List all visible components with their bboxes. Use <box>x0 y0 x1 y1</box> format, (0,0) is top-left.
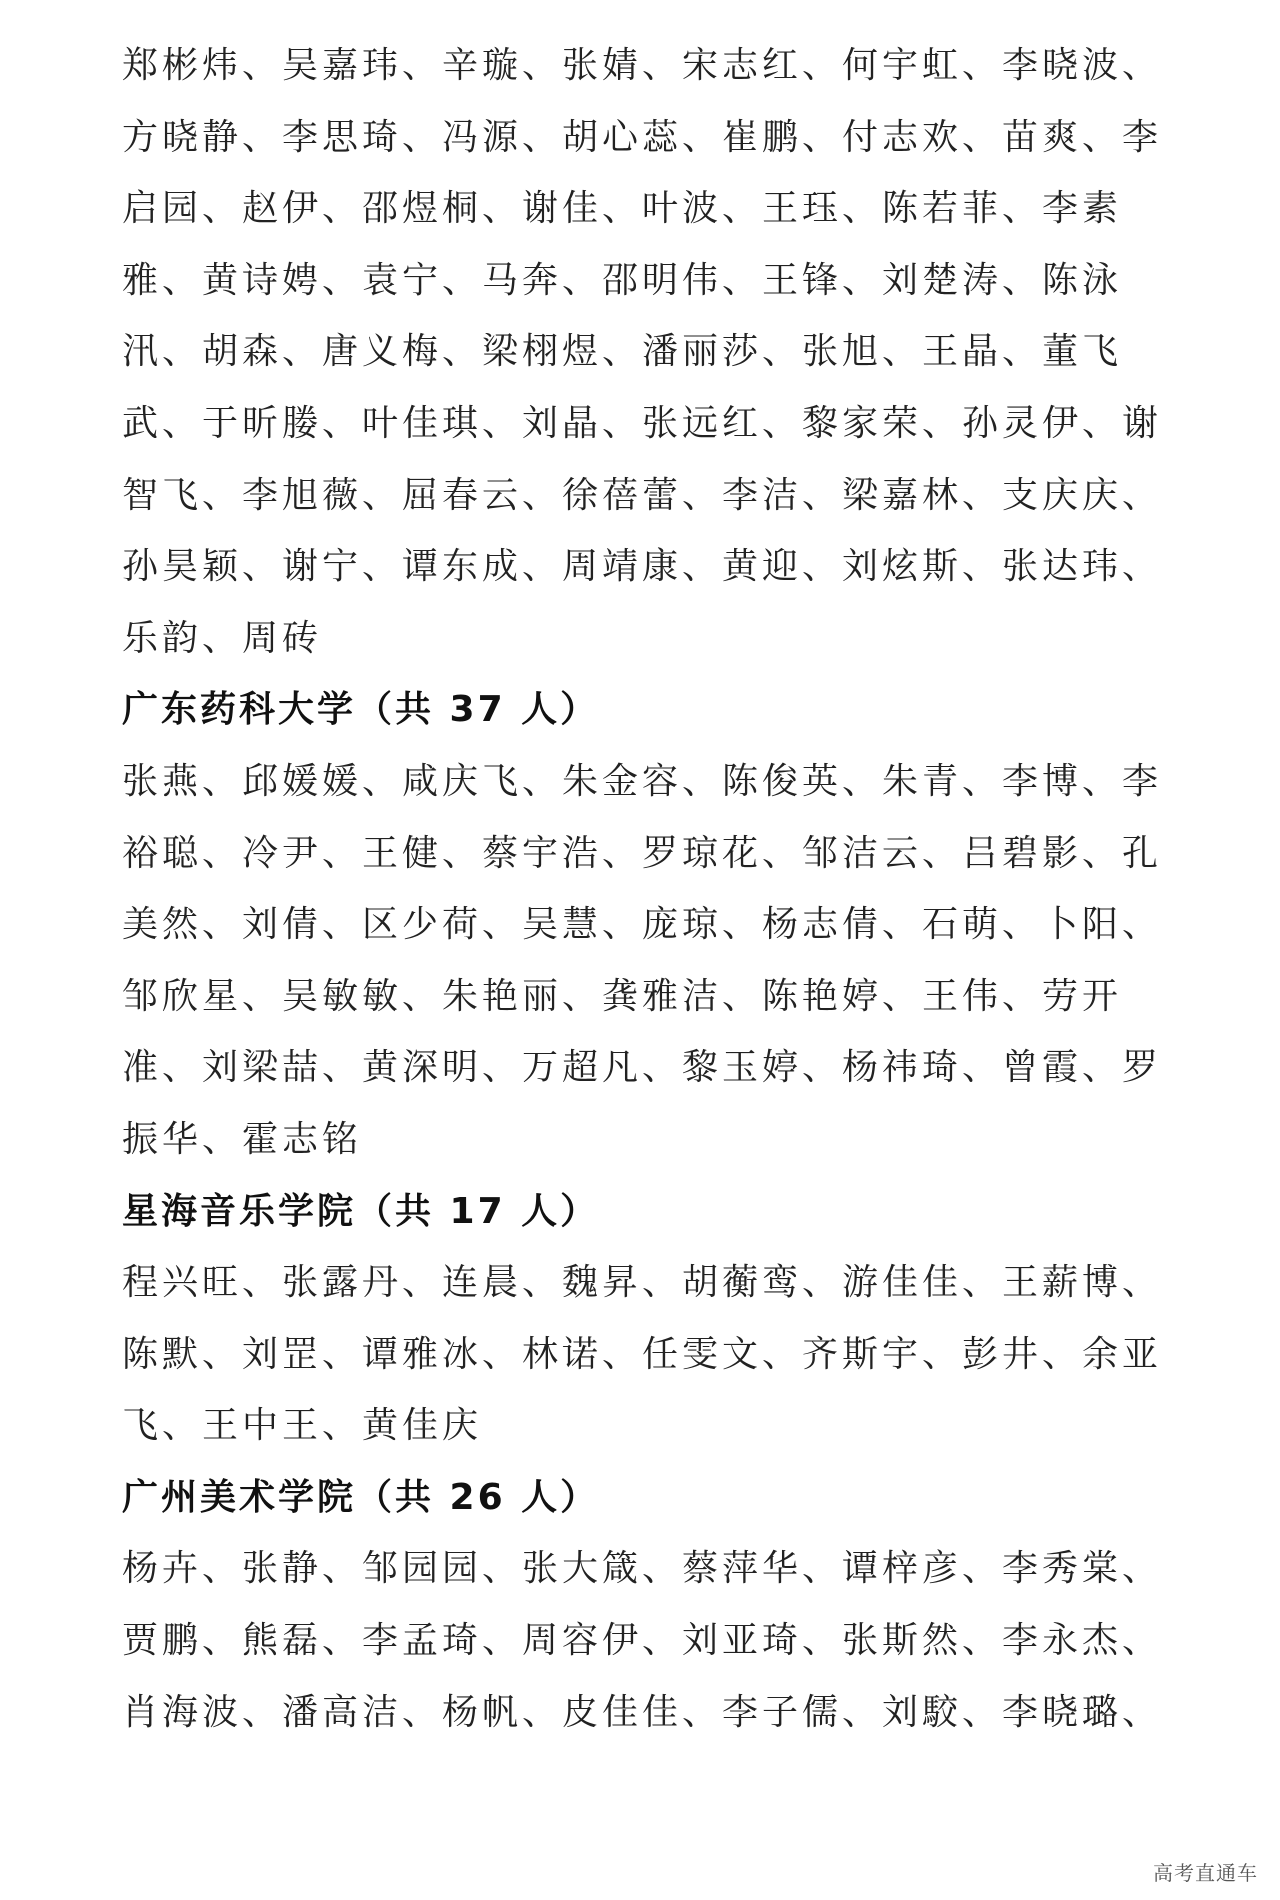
name-list-xinghai-conservatory: 程兴旺、张露丹、连晨、魏昇、胡蘅鸾、游佳佳、王薪博、陈默、刘罡、谭雅冰、林诺、任雯文、齐斯宇、彭井、余亚飞、王中王、黄佳庆 <box>122 1262 1163 1447</box>
document-page <box>122 30 1180 1748</box>
section-heading-guangzhou-academy-of-fine-arts: 广州美术学院（共 26 人） <box>122 1476 600 1518</box>
name-list-continued: 郑彬炜、吴嘉玮、辛璇、张婧、宋志红、何宇虹、李晓波、方晓静、李思琦、冯源、胡心蕊、崔鹏、付志欢、苗爽、李启园、赵伊、邵煜桐、谢佳、叶波、王珏、陈若菲、李素雅、黄诗娉、袁宁、马奔、邵明伟、王锋、刘楚涛、陈泳汛、胡森、唐义梅、梁栩煜、潘丽莎、张旭、王晶、董飞武、于昕媵、叶佳琪、刘晶、张远红、黎家荣、孙灵伊、谢智飞、李旭薇、屈春云、徐蓓蕾、李洁、梁嘉林、支庆庆、孙昊颖、谢宁、谭东成、周靖康、黄迎、刘炫斯、张达玮、乐韵、周砖 <box>122 45 1163 659</box>
section-heading-xinghai-conservatory: 星海音乐学院（共 17 人） <box>122 1190 600 1232</box>
name-list-guangdong-pharmaceutical-university: 张燕、邱媛媛、咸庆飞、朱金容、陈俊英、朱青、李博、李裕聪、冷尹、王健、蔡宇浩、罗琼花、邹洁云、吕碧影、孔美然、刘倩、区少荷、吴慧、庞琼、杨志倩、石萌、卜阳、邹欣星、吴敏敏、朱艳丽、龚雅洁、陈艳婷、王伟、劳开准、刘梁喆、黄深明、万超凡、黎玉婷、杨祎琦、曾霞、罗振华、霍志铭 <box>122 760 1163 1160</box>
name-list-guangzhou-academy-of-fine-arts: 杨卉、张静、邹园园、张大箴、蔡萍华、谭梓彦、李秀棠、贾鹏、熊磊、李孟琦、周容伊、刘亚琦、张斯然、李永杰、肖海波、潘高洁、杨帆、皮佳佳、李子儒、刘駮、李晓璐、 <box>122 1548 1163 1733</box>
section-heading-guangdong-pharmaceutical-university: 广东药科大学（共 37 人） <box>122 689 600 731</box>
watermark-label: 高考直通车 <box>1153 1861 1258 1885</box>
